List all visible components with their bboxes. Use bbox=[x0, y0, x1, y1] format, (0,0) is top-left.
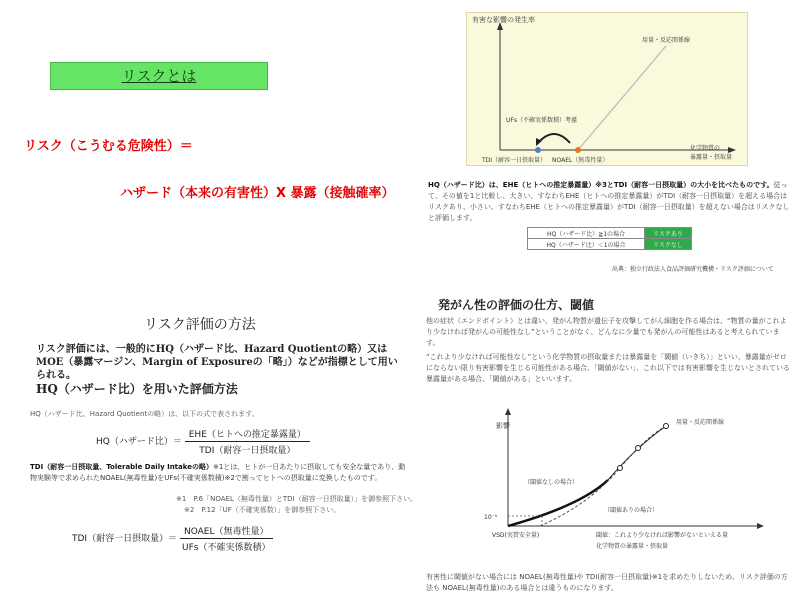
diagram1-x-arrow bbox=[728, 147, 736, 153]
table-cell-condition: HQ（ハザード比）≧1の場合 bbox=[528, 228, 645, 239]
diagram1-noael-label: NOAEL（無毒性量） bbox=[552, 157, 609, 164]
diagram1-tdi-point bbox=[535, 147, 541, 153]
hq-formula-denominator: TDI（耐容一日摂取量） bbox=[199, 446, 296, 456]
hq-comparison-paragraph bbox=[428, 180, 790, 224]
diagram2-curve-point bbox=[636, 446, 641, 451]
hq-comparison-rest: 従って、その値を1と比較し、大きい、すなわちEHE（ヒトへの推定暴露量）がTDI（耐容一日摂取量）を超える場合はリスクあり、小さい、すなわちEHE（ヒトへの推定暴露量）がTDI（耐容一日摂取量）を超えない場合はリスクなしと評価します。 bbox=[428, 181, 790, 222]
diagram2-x-arrow bbox=[757, 523, 764, 529]
hq-formula-numerator: EHE（ヒトへの推定暴露量） bbox=[185, 427, 310, 442]
carcinogenicity-paragraph-1: 他の症状（エンドポイント）とは違い、発がん物質が遺伝子を攻撃してがん細胞を作る場合は、“物質の量がこれより少なければ発がんの可能性なし”ということがなく、どんなに少量でも発がんの可能性はあると考えられています。 bbox=[426, 317, 787, 347]
table-row bbox=[528, 239, 692, 250]
diagram2-no-threshold-label: （閾値なしの場合） bbox=[524, 479, 579, 486]
diagram2-curve-point bbox=[664, 424, 669, 429]
tdi-paragraph bbox=[30, 462, 406, 484]
diagram1-xlabel-line1: 化学物質の bbox=[690, 145, 721, 152]
diagram1-ylabel: 有害な影響の発生率 bbox=[472, 16, 535, 24]
diagram2-no-threshold-curve bbox=[508, 480, 608, 526]
table-cell-condition: HQ（ハザード比）＜1の場合 bbox=[528, 239, 645, 250]
hq-formula-left: HQ（ハザード比）＝ bbox=[96, 437, 182, 447]
hq-intro: HQ（ハザード比、Hazard Quotientの略）は、以下の式で表されます。 bbox=[30, 410, 259, 418]
hq-method-title: HQ（ハザード比）を用いた評価方法 bbox=[36, 382, 238, 396]
diagram1-uf-label: UFs（不確実係数積）考慮 bbox=[506, 117, 577, 124]
note-2: ※2 P.12「UF（不確実係数）」を御参照下さい。 bbox=[184, 506, 341, 514]
diagram1-noael-point bbox=[575, 147, 581, 153]
diagram2-curve-label: 用量・反応関係線 bbox=[676, 419, 725, 426]
diagram1-curve-label: 用量・反応関係線 bbox=[642, 37, 691, 44]
tdi-paragraph-rest: ※1とは、ヒトが一日あたりに摂取しても安全な量であり、動物実験等で求められたNOAEL(無毒性量)をUFs(不確実係数積)※2で割ってヒトへの摂取量に変換したものです。 bbox=[30, 463, 406, 482]
tdi-formula-left: TDI（耐容一日摂取量）＝ bbox=[72, 534, 178, 544]
diagram2-xlabel: 化学物質の暴露量・摂取量 bbox=[596, 543, 669, 550]
risk-definition-line2: ハザード（本来の有害性）X 暴露（接触確率） bbox=[120, 186, 395, 201]
diagram2-ylabel: 影響 bbox=[496, 422, 510, 430]
diagram1-xlabel-line2: 暴露量・摂取量 bbox=[690, 154, 733, 161]
carcinogenicity-title: 発がん性の評価の仕方、閾値 bbox=[438, 298, 595, 312]
risk-definition-line1: リスク（こうむる危険性）＝ bbox=[24, 139, 193, 154]
diagram2-threshold-label: （閾値ありの場合） bbox=[604, 507, 659, 514]
tdi-formula-fraction bbox=[180, 524, 273, 553]
tdi-paragraph-bold: TDI（耐容一日摂取量、Tolerable Daily Intakeの略） bbox=[30, 463, 213, 471]
diagram2-vsd-label: VSD(実質安全量) bbox=[492, 532, 540, 539]
method-paragraph: リスク評価には、一般的にHQ（ハザード比、Hazard Quotientの略）又はMOE（暴露マージン、Margin of Exposureの「略」）などが指標として用いられる。 bbox=[36, 344, 398, 381]
tdi-formula-numerator: NOAEL（無毒性量） bbox=[180, 524, 273, 539]
diagram2-ytick: 10⁻⁵ bbox=[484, 514, 498, 521]
source-note: 出典：独立行政法人食品評価研究機構・リスク評価について bbox=[612, 266, 774, 273]
table-row bbox=[528, 228, 692, 239]
tdi-formula-denominator: UFs（不確実係数積） bbox=[182, 543, 271, 553]
diagram2-threshold-note: 閾値：これより少なければ影響がないといえる量 bbox=[596, 532, 729, 539]
diagram2-curve-point bbox=[618, 466, 623, 471]
carcinogenicity-paragraph-2: “これより少なければ可能性なし”という化学物質の摂取量または暴露量を「閾値（いきち）」といい、暴露量がゼロにならない限り有害影響を生じる可能性がある場合、「閾値がない」、これ以下では有害影響を生じないとされている暴露量がある場合、「閾値がある」といいます。 bbox=[426, 353, 790, 383]
dose-response-diagram-2 bbox=[470, 404, 770, 568]
risk-title: リスクとは bbox=[50, 62, 268, 90]
risk-judgement-table bbox=[527, 227, 692, 250]
diagram2-y-arrow bbox=[505, 408, 511, 415]
diagram1-uf-arrow-icon bbox=[538, 134, 570, 143]
table-cell-result: リスクあり bbox=[645, 228, 692, 239]
diagram2-upper-curve bbox=[608, 426, 666, 480]
method-title: リスク評価の方法 bbox=[144, 317, 256, 333]
table-cell-result: リスクなし bbox=[645, 239, 692, 250]
note-1: ※1 P.6「NOAEL（無毒性量）とTDI（耐容一日摂取量）」を御参照下さい。 bbox=[176, 495, 418, 503]
dose-response-diagram-1-svg bbox=[466, 12, 746, 172]
diagram1-dose-response-line bbox=[578, 46, 666, 150]
diagram1-tdi-label: TDI（耐容一日摂取量） bbox=[482, 157, 547, 164]
hq-formula-fraction bbox=[185, 427, 310, 456]
carcinogenicity-footnote: 有害性に閾値がない場合には NOAEL(無毒性量)や TDI(耐容一日摂取量)※1を求めたりしないため、リスク評価の方法も NOAEL(無毒性量)のある場合とは違うものになります。 bbox=[426, 573, 788, 592]
hq-comparison-bold: HQ（ハザード比）は、EHE（ヒトへの推定暴露量）※3とTDI（耐容一日摂取量）の大小を比べたものです。 bbox=[428, 181, 774, 189]
hq-formula bbox=[96, 427, 310, 456]
tdi-formula bbox=[72, 524, 273, 553]
